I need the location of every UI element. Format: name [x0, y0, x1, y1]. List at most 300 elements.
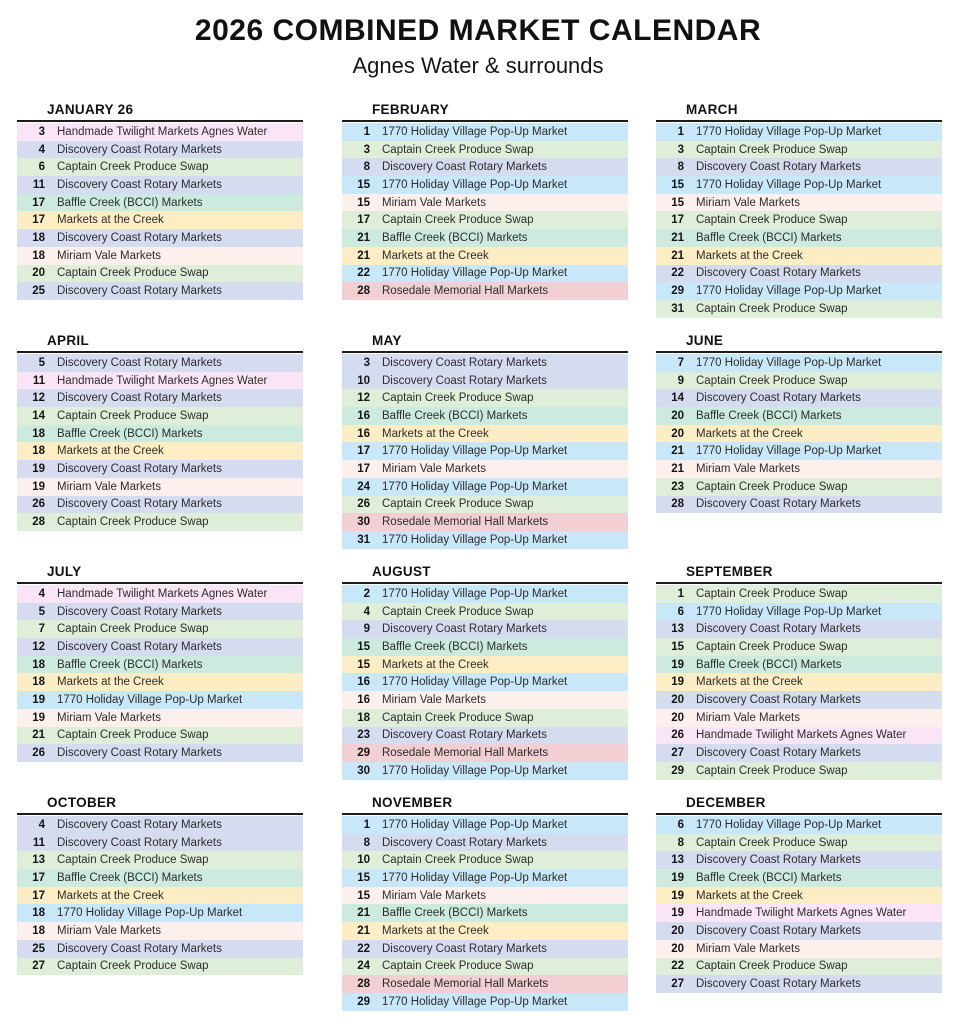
event-market-label: Captain Creek Produce Swap — [696, 143, 848, 156]
event-day: 21 — [671, 249, 684, 262]
event-day: 22 — [671, 960, 684, 973]
month-events — [17, 585, 303, 762]
event-market-label: Captain Creek Produce Swap — [57, 729, 209, 742]
event-day: 23 — [357, 729, 370, 742]
event-row — [17, 247, 303, 265]
event-market-label: Baffle Creek (BCCI) Markets — [382, 907, 528, 920]
event-day: 1 — [363, 125, 370, 138]
event-row — [656, 958, 942, 976]
event-market-label: Discovery Coast Rotary Markets — [696, 161, 861, 174]
event-market-label: Baffle Creek (BCCI) Markets — [382, 640, 528, 653]
event-market-label: Captain Creek Produce Swap — [382, 854, 534, 867]
event-market-label: Handmade Twilight Markets Agnes Water — [57, 374, 268, 387]
event-market-label: Captain Creek Produce Swap — [696, 587, 848, 600]
event-day: 26 — [671, 729, 684, 742]
event-row — [342, 887, 628, 905]
event-row — [342, 638, 628, 656]
event-row — [342, 158, 628, 176]
event-row — [17, 887, 303, 905]
event-row — [17, 265, 303, 283]
event-market-label: Captain Creek Produce Swap — [57, 854, 209, 867]
event-row — [342, 478, 628, 496]
event-row — [17, 425, 303, 443]
event-day: 9 — [677, 374, 684, 387]
event-market-label: 1770 Holiday Village Pop-Up Market — [382, 764, 568, 777]
event-market-label: Miriam Vale Markets — [382, 693, 486, 706]
event-market-label: Miriam Vale Markets — [57, 249, 161, 262]
event-row — [342, 496, 628, 514]
event-row — [342, 265, 628, 283]
event-row — [342, 531, 628, 549]
event-day: 3 — [363, 143, 370, 156]
event-market-label: Captain Creek Produce Swap — [382, 960, 534, 973]
event-row — [342, 460, 628, 478]
event-market-label: Discovery Coast Rotary Markets — [57, 640, 222, 653]
event-row — [342, 407, 628, 425]
event-day: 21 — [671, 462, 684, 475]
event-row — [656, 460, 942, 478]
event-day: 7 — [38, 623, 45, 636]
event-day: 20 — [671, 711, 684, 724]
event-market-label: Discovery Coast Rotary Markets — [57, 462, 222, 475]
event-market-label: Discovery Coast Rotary Markets — [696, 267, 861, 280]
event-row — [656, 851, 942, 869]
event-day: 27 — [671, 747, 684, 760]
event-market-label: Discovery Coast Rotary Markets — [57, 836, 222, 849]
event-market-label: Markets at the Creek — [696, 676, 803, 689]
event-market-label: Miriam Vale Markets — [382, 196, 486, 209]
event-day: 9 — [363, 623, 370, 636]
event-row — [342, 727, 628, 745]
event-day: 15 — [357, 658, 370, 671]
event-market-label: Handmade Twilight Markets Agnes Water — [57, 125, 268, 138]
event-row — [342, 975, 628, 993]
event-market-label: Markets at the Creek — [57, 445, 164, 458]
event-row — [656, 691, 942, 709]
event-row — [656, 176, 942, 194]
event-day: 11 — [32, 374, 45, 387]
event-day: 29 — [357, 747, 370, 760]
event-market-label: Captain Creek Produce Swap — [696, 836, 848, 849]
event-market-label: Captain Creek Produce Swap — [57, 267, 209, 280]
event-row — [656, 478, 942, 496]
event-day: 18 — [32, 676, 45, 689]
event-market-label: Rosedale Memorial Hall Markets — [382, 747, 549, 760]
event-row — [17, 638, 303, 656]
month-events — [17, 354, 303, 531]
event-day: 29 — [357, 995, 370, 1008]
event-row — [342, 247, 628, 265]
event-market-label: 1770 Holiday Village Pop-Up Market — [382, 818, 568, 831]
event-row — [17, 407, 303, 425]
event-row — [17, 656, 303, 674]
event-row — [342, 709, 628, 727]
event-row — [17, 869, 303, 887]
event-market-label: Discovery Coast Rotary Markets — [57, 818, 222, 831]
month-block — [17, 562, 303, 762]
event-day: 19 — [32, 693, 45, 706]
event-row — [342, 425, 628, 443]
event-market-label: Captain Creek Produce Swap — [382, 498, 534, 511]
event-market-label: Miriam Vale Markets — [696, 942, 800, 955]
event-day: 29 — [671, 764, 684, 777]
month-name: MARCH — [656, 100, 942, 122]
month-events — [656, 354, 942, 513]
event-market-label: 1770 Holiday Village Pop-Up Market — [382, 125, 568, 138]
event-day: 23 — [671, 480, 684, 493]
event-row — [17, 851, 303, 869]
event-market-label: Markets at the Creek — [696, 427, 803, 440]
event-row — [17, 158, 303, 176]
event-row — [656, 229, 942, 247]
event-day: 17 — [357, 445, 370, 458]
event-market-label: 1770 Holiday Village Pop-Up Market — [382, 533, 568, 546]
event-day: 14 — [32, 409, 45, 422]
event-row — [17, 372, 303, 390]
event-day: 15 — [357, 196, 370, 209]
event-row — [342, 123, 628, 141]
event-day: 19 — [671, 658, 684, 671]
event-market-label: Captain Creek Produce Swap — [382, 214, 534, 227]
event-market-label: Discovery Coast Rotary Markets — [57, 285, 222, 298]
event-market-label: 1770 Holiday Village Pop-Up Market — [696, 285, 882, 298]
event-day: 19 — [671, 871, 684, 884]
event-market-label: Markets at the Creek — [696, 249, 803, 262]
event-day: 28 — [357, 285, 370, 298]
event-row — [342, 620, 628, 638]
event-day: 4 — [363, 605, 370, 618]
event-market-label: Miriam Vale Markets — [382, 889, 486, 902]
event-day: 16 — [357, 693, 370, 706]
month-events — [17, 816, 303, 975]
event-market-label: Captain Creek Produce Swap — [696, 480, 848, 493]
event-market-label: Discovery Coast Rotary Markets — [382, 623, 547, 636]
event-market-label: Markets at the Creek — [382, 249, 489, 262]
months-band — [0, 793, 956, 1024]
event-row — [342, 229, 628, 247]
month-block — [342, 100, 628, 300]
event-row — [656, 869, 942, 887]
page-subtitle: Agnes Water & surrounds — [352, 53, 604, 78]
event-day: 26 — [32, 498, 45, 511]
event-day: 17 — [32, 214, 45, 227]
month-block — [342, 562, 628, 780]
month-block — [17, 793, 303, 975]
event-row — [17, 709, 303, 727]
event-day: 7 — [677, 356, 684, 369]
event-day: 22 — [357, 267, 370, 280]
event-day: 10 — [357, 854, 370, 867]
event-row — [17, 620, 303, 638]
event-day: 26 — [32, 747, 45, 760]
month-events — [656, 585, 942, 780]
event-day: 19 — [671, 889, 684, 902]
event-row — [342, 816, 628, 834]
event-market-label: Rosedale Memorial Hall Markets — [382, 978, 549, 991]
month-block — [17, 100, 303, 300]
event-row — [342, 762, 628, 780]
event-day: 20 — [671, 924, 684, 937]
event-day: 1 — [677, 125, 684, 138]
event-market-label: Miriam Vale Markets — [696, 462, 800, 475]
month-events — [342, 123, 628, 300]
event-day: 4 — [38, 143, 45, 156]
event-row — [656, 211, 942, 229]
event-market-label: Baffle Creek (BCCI) Markets — [57, 658, 203, 671]
event-row — [656, 407, 942, 425]
month-name: APRIL — [17, 331, 303, 353]
event-day: 12 — [32, 640, 45, 653]
event-day: 17 — [671, 214, 684, 227]
event-day: 27 — [671, 978, 684, 991]
event-row — [17, 585, 303, 603]
event-market-label: Discovery Coast Rotary Markets — [382, 356, 547, 369]
event-day: 8 — [677, 836, 684, 849]
event-row — [656, 922, 942, 940]
event-market-label: Captain Creek Produce Swap — [57, 623, 209, 636]
event-market-label: Discovery Coast Rotary Markets — [382, 729, 547, 742]
event-day: 14 — [671, 392, 684, 405]
event-row — [342, 442, 628, 460]
event-market-label: Miriam Vale Markets — [57, 480, 161, 493]
event-market-label: Captain Creek Produce Swap — [696, 640, 848, 653]
event-row — [656, 425, 942, 443]
event-row — [656, 496, 942, 514]
event-market-label: Discovery Coast Rotary Markets — [57, 356, 222, 369]
event-day: 19 — [32, 480, 45, 493]
event-day: 18 — [32, 907, 45, 920]
event-row — [656, 141, 942, 159]
event-row — [342, 744, 628, 762]
event-market-label: Miriam Vale Markets — [696, 711, 800, 724]
month-block — [656, 793, 942, 993]
event-row — [342, 176, 628, 194]
event-day: 21 — [357, 907, 370, 920]
event-market-label: Captain Creek Produce Swap — [696, 214, 848, 227]
event-market-label: 1770 Holiday Village Pop-Up Market — [696, 125, 882, 138]
event-day: 15 — [671, 640, 684, 653]
event-row — [656, 354, 942, 372]
event-day: 30 — [357, 764, 370, 777]
event-market-label: 1770 Holiday Village Pop-Up Market — [382, 587, 568, 600]
event-day: 29 — [671, 285, 684, 298]
event-market-label: Baffle Creek (BCCI) Markets — [696, 231, 842, 244]
event-market-label: Discovery Coast Rotary Markets — [696, 924, 861, 937]
event-market-label: 1770 Holiday Village Pop-Up Market — [382, 445, 568, 458]
event-day: 21 — [671, 231, 684, 244]
months-band — [0, 331, 956, 562]
event-row — [342, 603, 628, 621]
event-market-label: Discovery Coast Rotary Markets — [57, 605, 222, 618]
month-name: AUGUST — [342, 562, 628, 584]
event-row — [342, 869, 628, 887]
event-row — [656, 389, 942, 407]
event-day: 16 — [357, 676, 370, 689]
event-day: 8 — [363, 161, 370, 174]
event-day: 6 — [677, 605, 684, 618]
event-row — [17, 194, 303, 212]
event-market-label: Miriam Vale Markets — [382, 462, 486, 475]
event-row — [17, 176, 303, 194]
event-day: 19 — [32, 462, 45, 475]
event-market-label: Baffle Creek (BCCI) Markets — [57, 196, 203, 209]
event-day: 20 — [32, 267, 45, 280]
event-day: 19 — [671, 907, 684, 920]
event-market-label: Markets at the Creek — [57, 676, 164, 689]
event-row — [656, 673, 942, 691]
event-market-label: 1770 Holiday Village Pop-Up Market — [696, 178, 882, 191]
event-market-label: Handmade Twilight Markets Agnes Water — [696, 729, 907, 742]
event-market-label: Discovery Coast Rotary Markets — [57, 392, 222, 405]
event-row — [656, 603, 942, 621]
event-day: 1 — [363, 818, 370, 831]
month-block — [342, 793, 628, 1011]
event-row — [656, 834, 942, 852]
event-day: 12 — [32, 392, 45, 405]
event-market-label: Captain Creek Produce Swap — [57, 409, 209, 422]
event-row — [17, 442, 303, 460]
event-row — [342, 141, 628, 159]
event-market-label: Handmade Twilight Markets Agnes Water — [57, 587, 268, 600]
event-market-label: Captain Creek Produce Swap — [382, 605, 534, 618]
event-market-label: Captain Creek Produce Swap — [57, 516, 209, 529]
event-row — [656, 638, 942, 656]
page-title: 2026 COMBINED MARKET CALENDAR — [194, 14, 762, 47]
month-block — [656, 100, 942, 318]
event-day: 19 — [32, 711, 45, 724]
event-row — [342, 904, 628, 922]
event-market-label: Discovery Coast Rotary Markets — [57, 178, 222, 191]
event-day: 28 — [357, 978, 370, 991]
event-day: 17 — [32, 871, 45, 884]
event-row — [342, 851, 628, 869]
event-row — [342, 922, 628, 940]
month-block — [656, 562, 942, 780]
event-day: 18 — [32, 427, 45, 440]
event-day: 21 — [671, 445, 684, 458]
event-market-label: Captain Creek Produce Swap — [57, 960, 209, 973]
event-row — [17, 211, 303, 229]
event-row — [656, 816, 942, 834]
event-market-label: Miriam Vale Markets — [57, 924, 161, 937]
event-day: 25 — [32, 285, 45, 298]
event-market-label: 1770 Holiday Village Pop-Up Market — [382, 871, 568, 884]
event-row — [656, 709, 942, 727]
event-day: 11 — [32, 178, 45, 191]
event-market-label: Discovery Coast Rotary Markets — [382, 836, 547, 849]
event-day: 4 — [38, 587, 45, 600]
event-day: 21 — [357, 231, 370, 244]
event-market-label: Handmade Twilight Markets Agnes Water — [696, 907, 907, 920]
event-day: 3 — [677, 143, 684, 156]
event-market-label: 1770 Holiday Village Pop-Up Market — [382, 267, 568, 280]
event-row — [17, 744, 303, 762]
event-row — [342, 940, 628, 958]
month-name: OCTOBER — [17, 793, 303, 815]
event-market-label: Discovery Coast Rotary Markets — [382, 161, 547, 174]
event-day: 13 — [671, 623, 684, 636]
event-day: 15 — [671, 196, 684, 209]
event-day: 15 — [357, 871, 370, 884]
event-day: 17 — [32, 889, 45, 902]
event-day: 15 — [357, 889, 370, 902]
event-row — [342, 354, 628, 372]
event-row — [342, 513, 628, 531]
event-row — [342, 585, 628, 603]
event-row — [17, 940, 303, 958]
event-day: 6 — [38, 161, 45, 174]
event-market-label: 1770 Holiday Village Pop-Up Market — [696, 818, 882, 831]
month-block — [342, 331, 628, 549]
event-row — [17, 478, 303, 496]
event-day: 10 — [357, 374, 370, 387]
event-day: 27 — [32, 960, 45, 973]
event-day: 5 — [38, 356, 45, 369]
event-market-label: Baffle Creek (BCCI) Markets — [57, 871, 203, 884]
event-row — [17, 958, 303, 976]
month-events — [656, 816, 942, 993]
event-day: 18 — [32, 924, 45, 937]
event-row — [17, 123, 303, 141]
event-day: 31 — [357, 533, 370, 546]
event-row — [656, 372, 942, 390]
event-day: 28 — [32, 516, 45, 529]
event-market-label: Captain Creek Produce Swap — [382, 711, 534, 724]
event-day: 21 — [357, 249, 370, 262]
event-row — [17, 603, 303, 621]
event-day: 15 — [671, 178, 684, 191]
event-market-label: Captain Creek Produce Swap — [696, 302, 848, 315]
event-row — [17, 834, 303, 852]
event-day: 3 — [38, 125, 45, 138]
event-market-label: 1770 Holiday Village Pop-Up Market — [696, 605, 882, 618]
event-market-label: Discovery Coast Rotary Markets — [57, 143, 222, 156]
event-market-label: Discovery Coast Rotary Markets — [696, 747, 861, 760]
event-market-label: Baffle Creek (BCCI) Markets — [57, 427, 203, 440]
month-name: SEPTEMBER — [656, 562, 942, 584]
event-row — [17, 673, 303, 691]
event-row — [342, 194, 628, 212]
event-row — [656, 194, 942, 212]
event-day: 20 — [671, 427, 684, 440]
event-market-label: Discovery Coast Rotary Markets — [696, 392, 861, 405]
event-row — [17, 922, 303, 940]
event-market-label: Markets at the Creek — [382, 658, 489, 671]
event-row — [17, 904, 303, 922]
event-day: 2 — [363, 587, 370, 600]
event-day: 11 — [32, 836, 45, 849]
event-day: 16 — [357, 409, 370, 422]
event-market-label: 1770 Holiday Village Pop-Up Market — [382, 480, 568, 493]
event-market-label: Markets at the Creek — [57, 889, 164, 902]
event-market-label: Captain Creek Produce Swap — [382, 143, 534, 156]
event-market-label: Discovery Coast Rotary Markets — [696, 693, 861, 706]
event-row — [342, 691, 628, 709]
event-market-label: Discovery Coast Rotary Markets — [57, 231, 222, 244]
event-market-label: 1770 Holiday Village Pop-Up Market — [696, 445, 882, 458]
event-row — [656, 744, 942, 762]
event-day: 28 — [671, 498, 684, 511]
event-row — [342, 389, 628, 407]
event-row — [656, 727, 942, 745]
event-day: 20 — [671, 409, 684, 422]
event-market-label: Discovery Coast Rotary Markets — [382, 942, 547, 955]
event-market-label: Baffle Creek (BCCI) Markets — [696, 409, 842, 422]
months-grid — [0, 100, 956, 1024]
event-market-label: 1770 Holiday Village Pop-Up Market — [382, 178, 568, 191]
event-row — [342, 673, 628, 691]
event-day: 26 — [357, 498, 370, 511]
